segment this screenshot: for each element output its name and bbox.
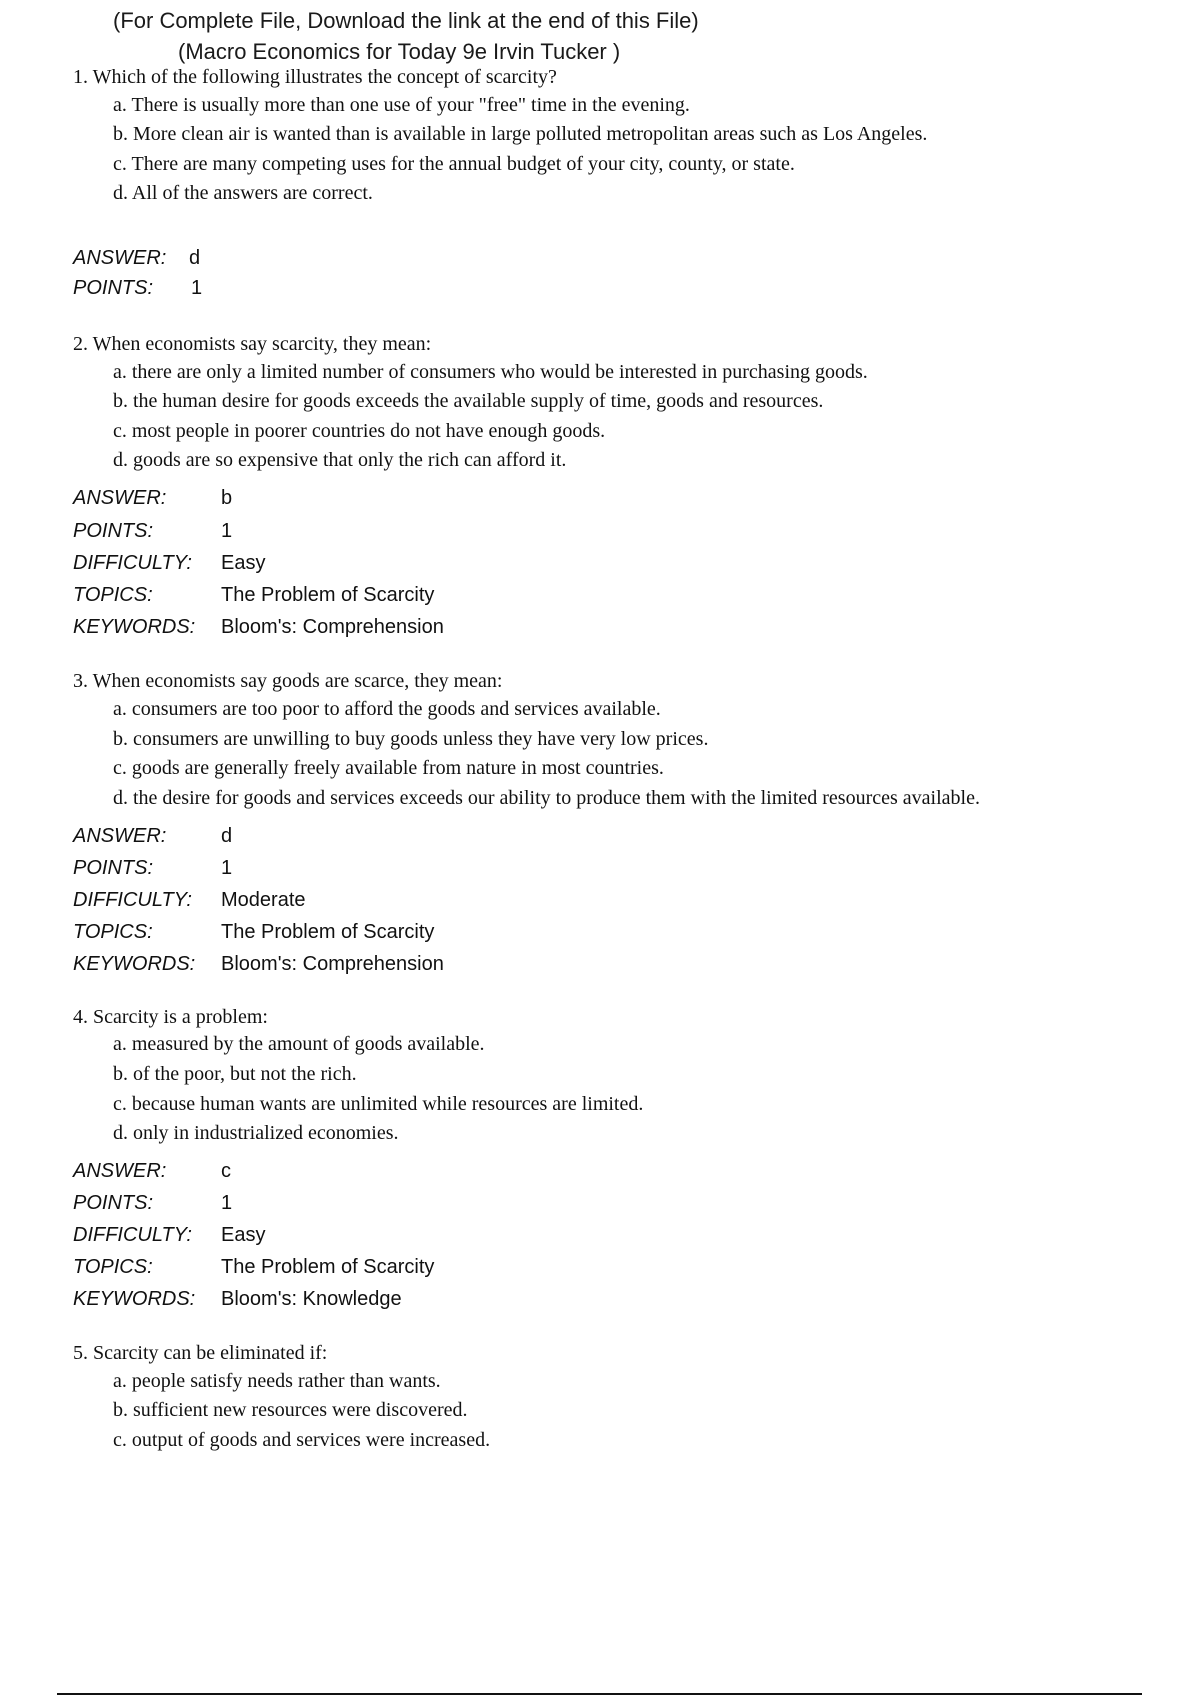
answer-label: ANSWER: [73,247,167,269]
points-label: POINTS: [73,277,154,299]
option-c: c. because human wants are unlimited while resources are limited. [113,1093,644,1115]
option-d: d. the desire for goods and services exceeds our ability to produce them with the limited resources available. [113,787,980,809]
keywords-value: Bloom's: Comprehension [221,616,444,638]
option-c: c. There are many competing uses for the annual budget of your city, county, or state. [113,153,795,175]
difficulty-value: Easy [221,1224,266,1246]
option-b: b. the human desire for goods exceeds the available supply of time, goods and resources. [113,390,824,412]
points-value: 1 [191,277,203,299]
answer-value: d [221,825,233,847]
points-row [73,1192,233,1215]
header-line-2: (Macro Economics for Today 9e Irvin Tucker ) [178,39,621,64]
difficulty-value: Moderate [221,889,306,911]
difficulty-row [73,552,266,575]
option-b: b. More clean air is wanted than is available in large polluted metropolitan areas such as Los Angeles. [113,123,928,145]
question-text: 3. When economists say goods are scarce, they mean: [73,670,503,692]
topics-value: The Problem of Scarcity [221,584,435,606]
points-value: 1 [221,1192,233,1214]
option-b: b. consumers are unwilling to buy goods unless they have very low prices. [113,728,709,750]
difficulty-row [73,1224,266,1247]
option-d: d. only in industrialized economies. [113,1122,399,1144]
difficulty-value: Easy [221,552,266,574]
topics-label: TOPICS: [73,921,153,943]
difficulty-label: DIFFICULTY: [73,889,192,911]
option-a: a. consumers are too poor to afford the goods and services available. [113,698,661,720]
difficulty-row [73,889,306,912]
keywords-row [73,953,444,976]
answer-label: ANSWER: [73,825,167,847]
points-row [73,277,203,300]
option-b: b. of the poor, but not the rich. [113,1063,357,1085]
answer-label: ANSWER: [73,1160,167,1182]
topics-row [73,1256,435,1279]
option-a: a. people satisfy needs rather than wants. [113,1370,441,1392]
points-row [73,520,233,543]
keywords-value: Bloom's: Knowledge [221,1288,402,1310]
keywords-label: KEYWORDS: [73,953,196,975]
answer-label: ANSWER: [73,487,167,509]
option-c: c. most people in poorer countries do not have enough goods. [113,420,606,442]
keywords-row [73,616,444,639]
topics-label: TOPICS: [73,584,153,606]
option-c: c. goods are generally freely available from nature in most countries. [113,757,664,779]
footer-divider [57,1693,1142,1695]
option-d: d. goods are so expensive that only the rich can afford it. [113,449,567,471]
difficulty-label: DIFFICULTY: [73,1224,192,1246]
keywords-label: KEYWORDS: [73,1288,196,1310]
points-value: 1 [221,520,233,542]
question-text: 1. Which of the following illustrates the concept of scarcity? [73,66,557,88]
points-row [73,857,233,880]
points-label: POINTS: [73,1192,154,1214]
points-label: POINTS: [73,857,154,879]
keywords-row [73,1288,402,1311]
option-c: c. output of goods and services were increased. [113,1429,491,1451]
answer-value: d [189,247,201,269]
question-text: 4. Scarcity is a problem: [73,1006,268,1028]
option-d: d. All of the answers are correct. [113,182,373,204]
topics-label: TOPICS: [73,1256,153,1278]
answer-row [73,247,201,270]
keywords-value: Bloom's: Comprehension [221,953,444,975]
keywords-label: KEYWORDS: [73,616,196,638]
option-a: a. There is usually more than one use of your "free" time in the evening. [113,94,690,116]
answer-value: c [221,1160,231,1182]
answer-row [73,1160,231,1183]
question-text: 2. When economists say scarcity, they mean: [73,333,432,355]
topics-row [73,584,435,607]
option-a: a. measured by the amount of goods available. [113,1033,485,1055]
difficulty-label: DIFFICULTY: [73,552,192,574]
points-label: POINTS: [73,520,154,542]
points-value: 1 [221,857,233,879]
answer-row [73,825,233,848]
question-text: 5. Scarcity can be eliminated if: [73,1342,328,1364]
topics-value: The Problem of Scarcity [221,1256,435,1278]
topics-row [73,921,435,944]
option-a: a. there are only a limited number of consumers who would be interested in purchasing goods. [113,361,868,383]
header-line-1: (For Complete File, Download the link at the end of this File) [113,8,699,33]
answer-row [73,487,233,510]
answer-value: b [221,487,233,509]
option-b: b. sufficient new resources were discovered. [113,1399,468,1421]
topics-value: The Problem of Scarcity [221,921,435,943]
